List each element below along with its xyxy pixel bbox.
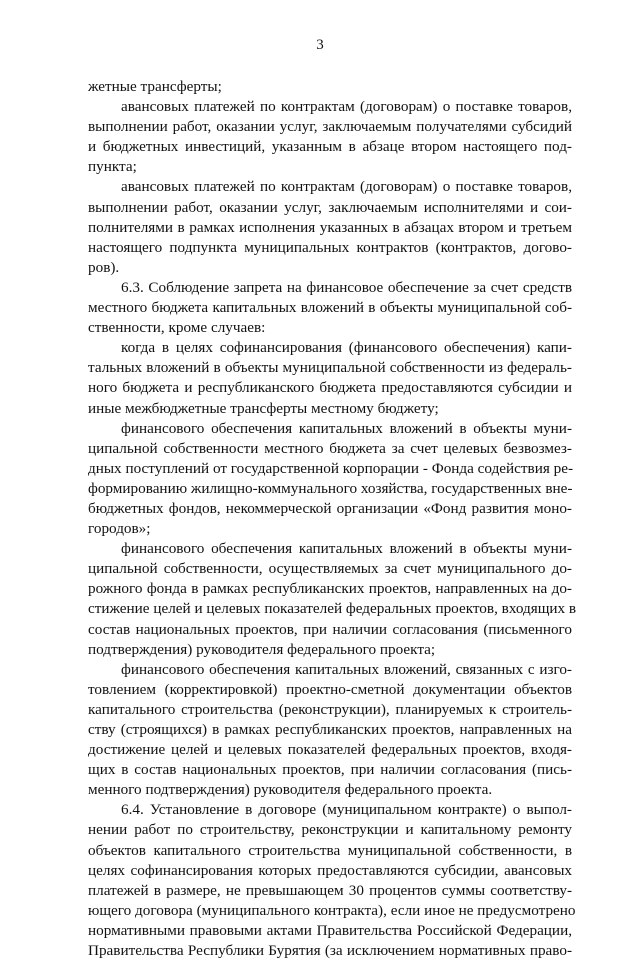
text-line: достижение целей и целевых показателей федеральных проектов, входя- [88,741,572,759]
text-line: объектов капитального строительства муниципальной собственности, в [88,841,572,859]
text-line: бюджетных фондов, некоммерческой организации «Фонд развития моно- [88,499,572,517]
text-line: ству (строящихся) в рамках республиканских проектов, направленных на [88,721,572,738]
text-line: менного подтверждения) руководителя федерального проекта. [88,781,493,799]
text-line: ственности, кроме случаев: [88,319,266,337]
text-line: авансовых платежей по контрактам (договорам) о поставке товаров, [121,98,572,116]
text-line: иные межбюджетные трансферты местному бюджету; [88,399,439,417]
text-line: Правительства Республики Бурятия (за исключением нормативных право- [88,942,572,960]
text-line: 6.3. Соблюдение запрета на финансовое обеспечение за счет средств [121,278,572,296]
text-line: жетные трансферты; [88,78,222,95]
text-line: товлением (корректировкой) проектно-сметной документации объектов [88,680,572,698]
text-line: 6.4. Установление в договоре (муниципальном контракте) о выпол- [121,801,572,819]
text-line: стижение целей и целевых показателей федеральных проектов, входящих в [88,600,577,618]
text-line: тальных вложений в объекты муниципальной собственности из федераль- [88,359,572,377]
page-number: 3 [316,37,324,53]
text-line: выполнении работ, оказании услуг, заключаемым получателями субсидий [88,118,572,136]
text-line: нении работ по строительству, реконструкции и капитальному ремонту [88,821,572,839]
text-line: ющего договора (муниципального контракта), если иное не предусмотрено [88,901,576,919]
text-line: ров). [88,258,120,276]
body-text [88,77,577,961]
text-line: городов»; [88,520,151,538]
text-line: пункта; [88,158,137,176]
text-line: когда в целях софинансирования (финансового обеспечения) капи- [121,339,572,357]
text-line: капитального строительства (реконструкции), планируемых к строитель- [88,700,572,718]
text-line: настоящего подпункта муниципальных контрактов (контрактов, догово- [88,238,572,256]
text-line: состав национальных проектов, при наличии согласования (письменного [88,620,572,638]
text-line: рожного фонда в рамках республиканских проектов, направленных на до- [88,580,572,598]
text-line: нормативными правовыми актами Правительства Российской Федерации, [88,921,572,939]
text-line: и бюджетных инвестиций, указанным в абзаце втором настоящего под- [88,138,572,156]
text-line: финансового обеспечения капитальных вложений в объекты муни- [121,540,572,558]
text-line: ного бюджета и республиканского бюджета предоставляются субсидии и [88,379,572,397]
text-line: выполнении работ, оказании услуг, заключаемым исполнителями и сои- [88,198,572,216]
text-line: целях софинансирования которых предоставляются субсидии, авансовых [88,861,572,879]
text-line: авансовых платежей по контрактам (договорам) о поставке товаров, [121,178,572,196]
text-line: ципальной собственности местного бюджета за счет целевых безвозмез- [88,439,572,457]
text-line: подтверждения) руководителя федерального проекта; [88,640,436,658]
text-line: формированию жилищно-коммунального хозяйства, государственных вне- [88,479,573,497]
text-line: местного бюджета капитальных вложений в объекты муниципальной соб- [88,299,572,317]
text-line: финансового обеспечения капитальных вложений в объекты муни- [121,419,572,437]
text-line: дных поступлений от государственной корпорации - Фонда содействия ре- [88,459,574,477]
text-line: финансового обеспечения капитальных вложений, связанных с изго- [121,660,572,678]
text-line: платежей в размере, не превышающем 30 процентов суммы соответству- [88,881,572,899]
text-line: ципальной собственности, осуществляемых за счет муниципального до- [88,560,572,578]
text-line: полнителями в рамках исполнения указанных в абзацах втором и третьем [88,218,572,236]
text-line: щих в состав национальных проектов, при наличии согласования (пись- [88,761,572,779]
